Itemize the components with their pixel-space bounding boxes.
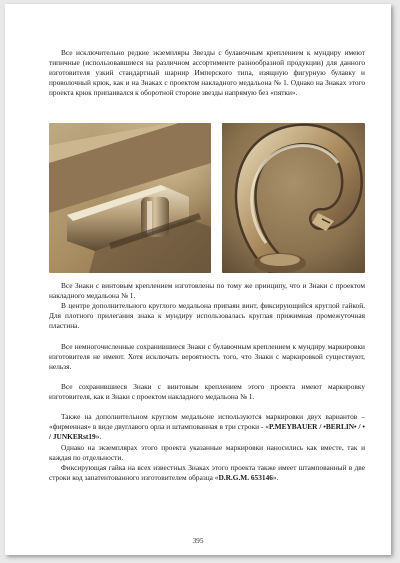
paragraph-pin-no-marking: Все немногочисленные сохранившиеся Знаки с булавочным креплением к мундиру маркировки изготовителя не имеют. Хотя исключать вероятность того, что Знаки с маркировкой существуют, нельзя. (49, 341, 365, 371)
hinge-closeup-image (49, 123, 211, 273)
paragraph-nut-code (49, 463, 365, 483)
document-page (5, 4, 391, 555)
maker-stamp-text: P.MEYBAUER / •BERLIN• / • / JUNKERst19 (49, 422, 365, 442)
intro-paragraph: Все исключительно редкие экземпляры Звезды с булавочным креплением к мундиру имеют типичные (использовавшиеся на различном ассортименте разнообразной продукции) для данного изготовителя узкий стандартный шарнир Имперского типа, изящную фигурную булавку и проволочный крюк, как и на Знаках с проектом накладного медальона № 1. Однако на Знаках этого проекта крюк припаивался к оборотной стороне звезды напрямую без «пятки». (49, 48, 365, 98)
paragraph-marking-combined: Однако на экземплярах этого проекта указанные маркировки наносились как вместе, так и каждая по отдельности. (49, 442, 365, 462)
paragraph-screw-mount: Все Знаки с винтовым креплением изготовлены по тому же принципу, что и Знаки с проектом накладного медальона № 1. (49, 281, 365, 301)
paragraph-medallion-screw: В центре дополнительного круглого медальона припаян винт, фиксирующийся круглой гайкой. Для плотного прилегания знака к мундиру использовалась круглая прижимная промежуточная пластина. (49, 301, 365, 331)
hinge-closeup-photo (49, 123, 211, 273)
drgm-code-text: D.R.G.M. 653146 (218, 472, 273, 482)
top-paragraph-block (49, 48, 365, 98)
marking-variants-end: ». (95, 432, 102, 442)
hook-closeup-photo (222, 123, 365, 273)
page-number: 395 (192, 536, 204, 545)
paragraph-marking-variants (49, 412, 365, 442)
body-text-block (49, 281, 365, 483)
nut-code-text: Фиксирующая гайка на всех известных Знаках этого проекта также имеет штампованный в две строки код запатентованного изготовителем образца « (49, 462, 365, 482)
paragraph-screw-marking: Все сохранившиеся Знаки с винтовым креплением этого проекта имеют маркировку изготовителя, как и Знаки с проектом накладного медальона № 1. (49, 381, 365, 402)
hook-closeup-image (222, 123, 365, 273)
nut-code-end: ». (272, 472, 279, 482)
marking-variants-text: Также на дополнительном круглом медальоне используются маркировки двух вариантов – «фирменная» в виде двуглавого орла и штампованная в три строки - « (49, 412, 365, 432)
